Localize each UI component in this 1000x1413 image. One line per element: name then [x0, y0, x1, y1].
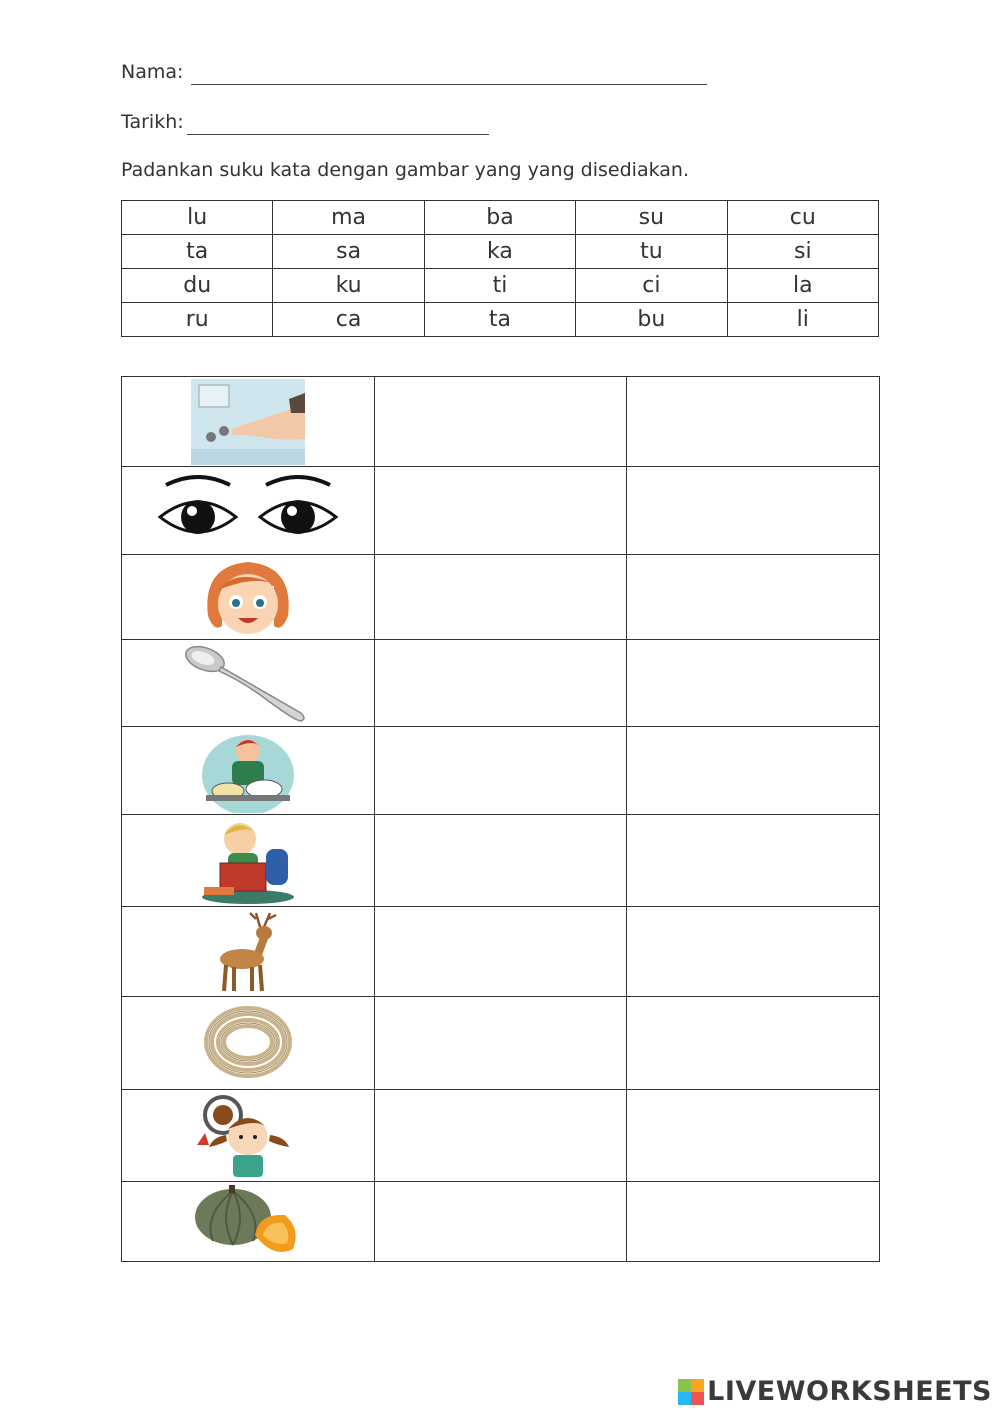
answer-cell[interactable]	[375, 727, 627, 815]
matching-row	[122, 727, 880, 815]
matching-row	[122, 377, 880, 467]
boy-reading-icon	[198, 817, 298, 905]
picture-cell	[122, 377, 375, 467]
picture-cell	[122, 1182, 375, 1262]
syllable-cell: si	[727, 235, 878, 269]
syllable-cell: cu	[727, 201, 878, 235]
answer-cell[interactable]	[375, 467, 627, 555]
answer-cell[interactable]	[627, 727, 880, 815]
answer-cell[interactable]	[375, 815, 627, 907]
girl-pigtails-icon	[193, 1093, 303, 1179]
syllable-cell: ca	[273, 303, 424, 337]
answer-cell[interactable]	[627, 640, 880, 727]
answer-cell[interactable]	[375, 997, 627, 1090]
answer-cell[interactable]	[375, 640, 627, 727]
rope-icon	[198, 1000, 298, 1086]
syllable-cell: tu	[576, 235, 727, 269]
answer-cell[interactable]	[627, 377, 880, 467]
answer-cell[interactable]	[375, 1182, 627, 1262]
answer-cell[interactable]	[375, 907, 627, 997]
picture-cell	[122, 467, 375, 555]
syllable-cell: ma	[273, 201, 424, 235]
syllable-row	[122, 201, 879, 235]
finger-tap-icon	[191, 379, 305, 465]
answer-cell[interactable]	[627, 1090, 880, 1182]
answer-cell[interactable]	[375, 377, 627, 467]
instruction-text: Padankan suku kata dengan gambar yang yang disediakan.	[121, 159, 689, 181]
logo-icon	[678, 1379, 704, 1405]
answer-cell[interactable]	[627, 1182, 880, 1262]
syllable-cell: la	[727, 269, 878, 303]
syllable-cell: ta	[122, 235, 273, 269]
matching-row	[122, 640, 880, 727]
matching-row	[122, 1090, 880, 1182]
deer-icon	[208, 909, 288, 995]
syllable-cell: ku	[273, 269, 424, 303]
syllable-row	[122, 235, 879, 269]
answer-cell[interactable]	[627, 997, 880, 1090]
eyes-icon	[148, 469, 348, 553]
name-input-line[interactable]	[191, 84, 707, 85]
syllable-cell: du	[122, 269, 273, 303]
date-input-line[interactable]	[187, 134, 489, 135]
answer-cell[interactable]	[375, 555, 627, 640]
syllable-cell: su	[576, 201, 727, 235]
spoon-icon	[183, 641, 313, 725]
name-label: Nama:	[121, 61, 184, 83]
picture-cell	[122, 815, 375, 907]
syllable-cell: ba	[424, 201, 575, 235]
answer-cell[interactable]	[627, 555, 880, 640]
picture-cell	[122, 727, 375, 815]
girl-face-icon	[198, 556, 298, 638]
matching-row	[122, 467, 880, 555]
brand-text: LIVEWORKSHEETS	[707, 1376, 992, 1407]
syllable-cell: bu	[576, 303, 727, 337]
matching-row	[122, 815, 880, 907]
answer-cell[interactable]	[627, 907, 880, 997]
syllable-cell: ti	[424, 269, 575, 303]
picture-cell	[122, 907, 375, 997]
answer-cell[interactable]	[627, 815, 880, 907]
picture-cell	[122, 640, 375, 727]
syllable-cell: li	[727, 303, 878, 337]
syllable-cell: lu	[122, 201, 273, 235]
matching-row	[122, 997, 880, 1090]
washing-dishes-icon	[198, 729, 298, 813]
picture-cell	[122, 555, 375, 640]
syllable-cell: ka	[424, 235, 575, 269]
name-field	[121, 61, 711, 87]
liveworksheets-logo	[678, 1376, 992, 1407]
syllable-table	[121, 200, 879, 337]
syllable-cell: ta	[424, 303, 575, 337]
pumpkin-icon	[193, 1185, 303, 1259]
matching-row	[122, 907, 880, 997]
syllable-row	[122, 269, 879, 303]
matching-row	[122, 1182, 880, 1262]
picture-cell	[122, 997, 375, 1090]
answer-cell[interactable]	[375, 1090, 627, 1182]
matching-row	[122, 555, 880, 640]
answer-cell[interactable]	[627, 467, 880, 555]
date-label: Tarikh:	[121, 111, 184, 133]
matching-table	[121, 376, 880, 1262]
picture-cell	[122, 1090, 375, 1182]
syllable-cell: sa	[273, 235, 424, 269]
syllable-row	[122, 303, 879, 337]
date-field	[121, 111, 493, 137]
syllable-cell: ci	[576, 269, 727, 303]
syllable-cell: ru	[122, 303, 273, 337]
